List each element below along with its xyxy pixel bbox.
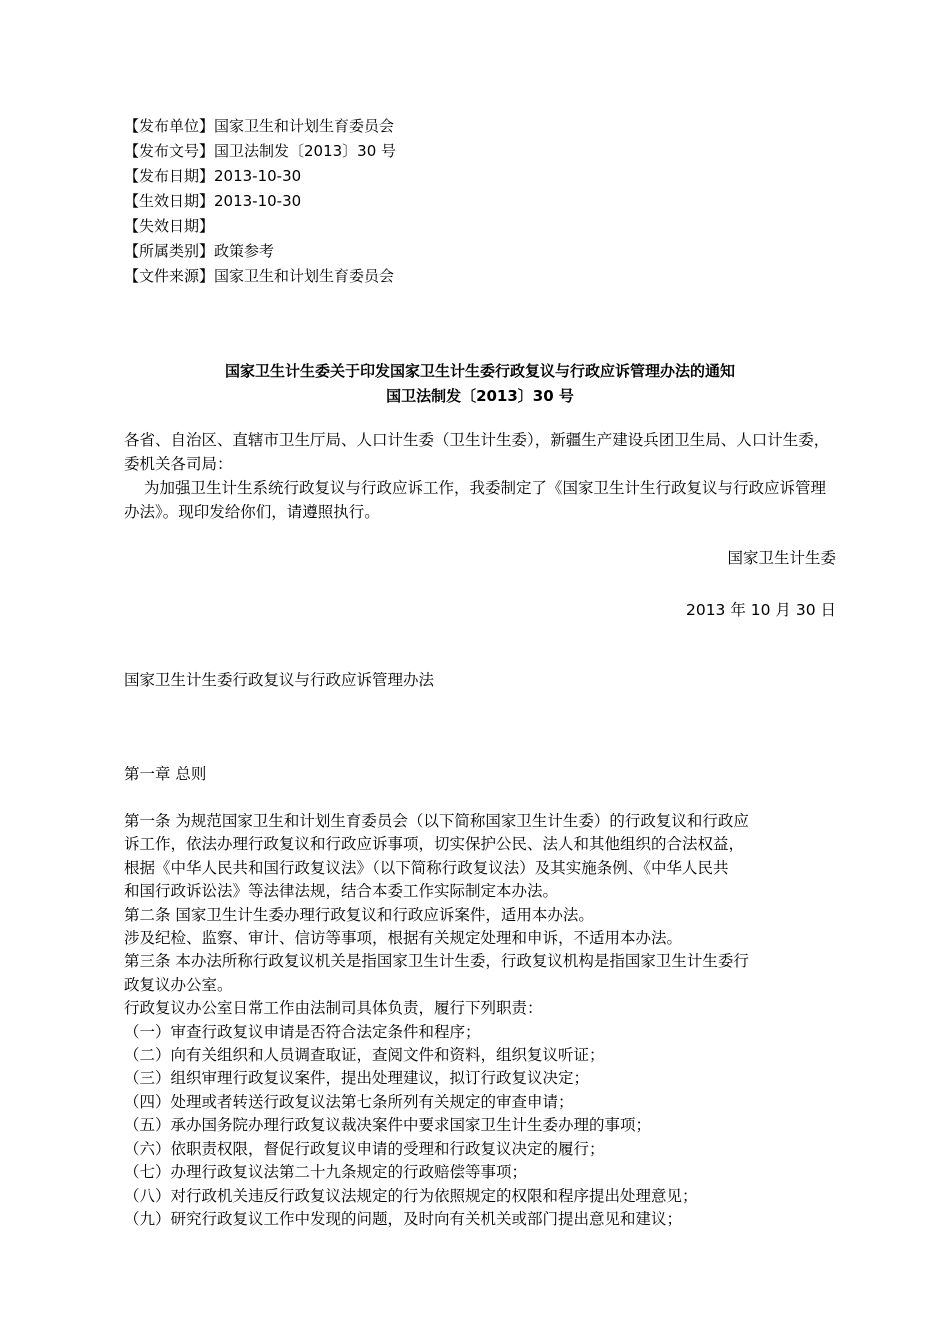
notice-date: 2013 年 10 月 30 日 — [685, 601, 836, 619]
duty-item: （五）承办国务院办理行政复议裁决案件中要求国家卫生计生委办理的事项； — [124, 1116, 652, 1135]
notice-number: 国卫法制发〔2013〕30 号 — [386, 387, 574, 405]
article-line: 和国行政诉讼法》等法律法规，结合本委工作实际制定本办法。 — [124, 882, 559, 901]
meta-doc-number: 【发布文号】国卫法制发〔2013〕30 号 — [124, 142, 397, 160]
article-line: 涉及纪检、监察、审计、信访等事项，根据有关规定处理和申诉，不适用本办法。 — [124, 929, 683, 948]
notice-title-block — [124, 359, 836, 409]
meta-issue-date: 【发布日期】2013-10-30 — [124, 167, 302, 185]
duty-item: （四）处理或者转送行政复议法第七条所列有关规定的审查申请； — [124, 1092, 574, 1111]
chapter-heading: 第一章 总则 — [124, 765, 207, 783]
notice-signer: 国家卫生计生委 — [727, 549, 836, 567]
regulation-title: 国家卫生计生委行政复议与行政应诉管理办法 — [124, 671, 435, 689]
document-content — [124, 114, 836, 1231]
meta-effective-date: 【生效日期】2013-10-30 — [124, 192, 302, 210]
notice-addressee: 各省、自治区、直辖市卫生厅局、人口计生委（卫生计生委），新疆生产建设兵团卫生局、人口计生委，委机关各司局： — [124, 431, 830, 473]
duty-item: （六）依职责权限，督促行政复议申请的受理和行政复议决定的履行； — [124, 1139, 605, 1158]
duty-item: （一）审查行政复议申请是否符合法定条件和程序； — [124, 1022, 481, 1041]
metadata-block — [124, 114, 836, 289]
article-line: 根据《中华人民共和国行政复议法》（以下简称行政复议法）及其实施条例、《中华人民共 — [124, 858, 729, 877]
duty-item: （二）向有关组织和人员调查取证，查阅文件和资料，组织复议听证； — [124, 1046, 605, 1065]
meta-expiry-date: 【失效日期】 — [124, 217, 215, 235]
meta-source: 【文件来源】国家卫生和计划生育委员会 — [124, 267, 395, 285]
article-line: 第三条 本办法所称行政复议机关是指国家卫生计生委，行政复议机构是指国家卫生计生委行 — [124, 952, 749, 971]
duty-item: （八）对行政机关违反行政复议法规定的行为依照规定的权限和程序提出处理意见； — [124, 1186, 698, 1205]
duty-item: （七）办理行政复议法第二十九条规定的行政赔偿等事项； — [124, 1163, 528, 1182]
articles-block — [124, 810, 836, 1231]
article-line: 政复议办公室。 — [124, 975, 233, 994]
article-line: 第二条 国家卫生计生委办理行政复议和行政应诉案件，适用本办法。 — [124, 905, 594, 924]
meta-issuer: 【发布单位】国家卫生和计划生育委员会 — [124, 117, 395, 135]
duty-item: （九）研究行政复议工作中发现的问题，及时向有关机关或部门提出意见和建议； — [124, 1209, 683, 1228]
article-line: 诉工作，依法办理行政复议和行政应诉事项，切实保护公民、法人和其他组织的合法权益， — [124, 835, 745, 854]
notice-title: 国家卫生计生委关于印发国家卫生计生委行政复议与行政应诉管理办法的通知 — [224, 362, 735, 380]
meta-category: 【所属类别】政策参考 — [124, 242, 275, 260]
article-line: 行政复议办公室日常工作由法制司具体负责，履行下列职责： — [124, 999, 543, 1018]
article-line: 第一条 为规范国家卫生和计划生育委员会（以下简称国家卫生计生委）的行政复议和行政应 — [124, 812, 749, 830]
duty-item: （三）组织审理行政复议案件，提出处理建议，拟订行政复议决定； — [124, 1069, 590, 1088]
notice-body: 为加强卫生计生系统行政复议与行政应诉工作，我委制定了《国家卫生计生行政复议与行政应诉管理办法》。现印发给你们，请遵照执行。 — [124, 479, 827, 521]
